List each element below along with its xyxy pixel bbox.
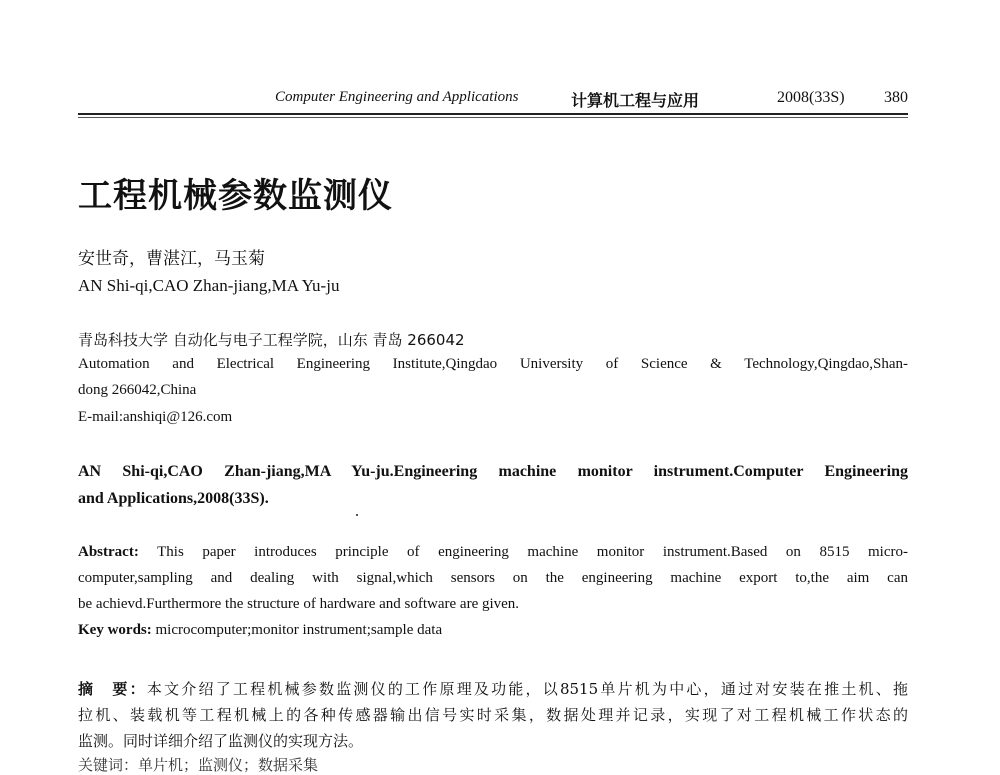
- scan-artifact-dot: [356, 514, 358, 516]
- header-rule-thin: [78, 117, 908, 118]
- abstract-text-1: This paper introduces principle of engineering machine monitor instrument.Based on 8515 micro-: [157, 544, 908, 560]
- affiliation-en-line2: dong 266042,China: [78, 382, 197, 398]
- abstract-label: Abstract:: [78, 544, 139, 560]
- abstract-en-line2: computer,sampling and dealing with signal,which sensors on the engineering machine export to,the aim can: [78, 570, 908, 586]
- header-year-volume: 2008(33S): [777, 89, 845, 106]
- keywords-cn-cut-off: 关键词：单片机；监测仪；数据采集: [78, 756, 319, 774]
- abstract-en-line3: be achievd.Furthermore the structure of hardware and software are given.: [78, 596, 520, 612]
- abstract-cn-text-1: 本文介绍了工程机械参数监测仪的工作原理及功能，以8515单片机为中心，通过对安装在推土机、拖: [146, 680, 908, 698]
- keywords-label: Key words:: [78, 622, 152, 638]
- keywords-text: microcomputer;monitor instrument;sample data: [155, 622, 443, 638]
- abstract-en-line1: [78, 544, 908, 561]
- abstract-cn-line2: 拉机、装载机等工程机械上的各种传感器输出信号实时采集，数据处理并记录，实现了对工程机械工作状态的: [78, 706, 908, 724]
- header-journal-title-en: Computer Engineering and Applications: [275, 89, 519, 105]
- citation-line2: and Applications,2008(33S).: [78, 490, 269, 507]
- authors-en: AN Shi-qi,CAO Zhan-jiang,MA Yu-ju: [78, 276, 340, 295]
- header-rule: [78, 113, 908, 115]
- author-email: E-mail:anshiqi@126.com: [78, 409, 233, 425]
- affiliation-en-line1: Automation and Electrical Engineering Institute,Qingdao University of Science & Technology,Qingdao,Shan-: [78, 356, 908, 372]
- paper-title: 工程机械参数监测仪: [78, 176, 393, 216]
- abstract-cn-line3: 监测。同时详细介绍了监测仪的实现方法。: [78, 732, 364, 750]
- abstract-cn-label: 摘 要：: [78, 680, 147, 698]
- authors-cn: 安世奇，曹湛江，马玉菊: [78, 249, 265, 269]
- header-journal-title-cn: 计算机工程与应用: [571, 91, 700, 110]
- abstract-cn-line1: [78, 678, 908, 699]
- keywords-en: [78, 622, 442, 639]
- header-page-number: 380: [884, 89, 908, 106]
- affiliation-cn: 青岛科技大学 自动化与电子工程学院，山东 青岛 266042: [78, 331, 465, 349]
- citation-line1: AN Shi-qi,CAO Zhan-jiang,MA Yu-ju.Engineering machine monitor instrument.Computer Engineering: [78, 463, 908, 480]
